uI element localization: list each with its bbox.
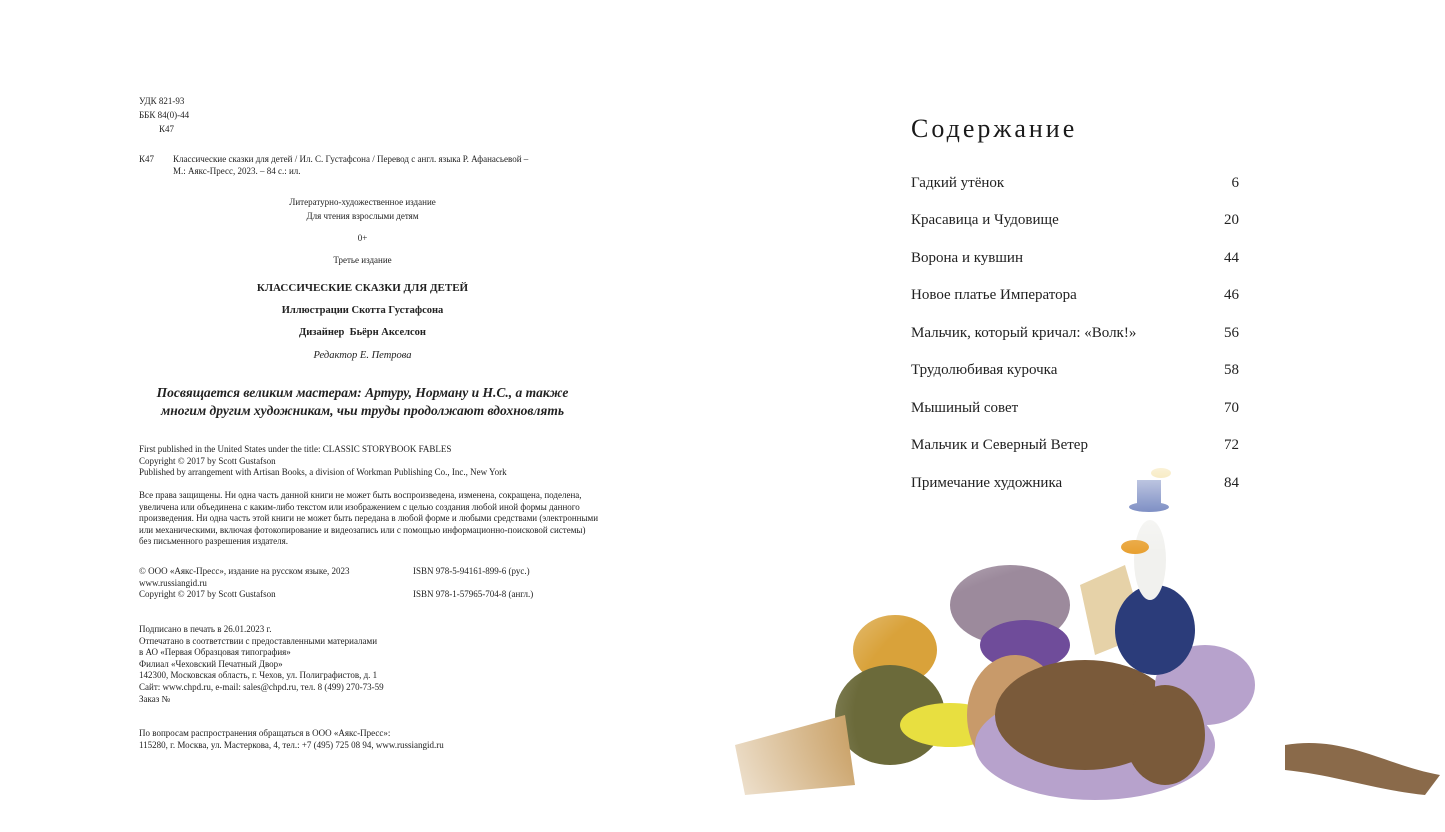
distribution-info <box>139 728 444 751</box>
toc-item[interactable] <box>911 362 1239 379</box>
designer: Дизайнер Бьёрн Акселсон <box>299 327 426 338</box>
dedication-line: многим другим художникам, чьи труды продолжают вдохновлять <box>160 403 565 418</box>
toc-page: 70 <box>1224 400 1239 416</box>
text-line: без письменного разрешения издателя. <box>139 536 288 547</box>
toc-title: Мальчик и Северный Ветер <box>911 437 1088 453</box>
toc-title: Трудолюбивая курочка <box>911 362 1058 378</box>
copyright-ru: © ООО «Аякс-Пресс», издание на русском языке, 2023 <box>139 566 350 576</box>
text-line: или механическими, включая фотокопирование и видеозапись или с помощью информационно-поисковой системы) <box>139 524 586 535</box>
toc-item[interactable] <box>911 250 1239 267</box>
text-line: 142300, Московская область, г. Чехов, ул. Полиграфистов, д. 1 <box>139 670 378 681</box>
toc-title: Ворона и кувшин <box>911 250 1023 266</box>
toc-item[interactable] <box>911 287 1239 304</box>
text-line: First published in the United States under the title: CLASSIC STORYBOOK FABLES <box>139 444 452 454</box>
illustrator: Иллюстрации Скотта Густафсона <box>281 305 444 316</box>
copyright-block <box>139 566 350 601</box>
edition-number: Третье издание <box>333 255 392 265</box>
toc-page: 72 <box>1224 437 1239 453</box>
catalog-line: Классические сказки для детей / Ил. С. Густафсона / Перевод с англ. языка Р. Афанасьевой – <box>173 154 529 164</box>
toc-item[interactable] <box>911 325 1239 342</box>
toc-page: 46 <box>1224 287 1239 303</box>
text-line: увеличена или объединена с каким-либо текстом или изображением с целью создания любой иной формы данного <box>139 501 580 512</box>
text-line: Сайт: www.chpd.ru, e-mail: sales@chpd.ru, тел. 8 (499) 270-73-59 <box>139 681 384 692</box>
toc-page: 6 <box>1231 175 1239 191</box>
text-line: Подписано в печать в 26.01.2023 г. <box>139 624 272 634</box>
toc-item[interactable] <box>911 437 1239 454</box>
bbk: ББК 84(0)-44 <box>139 110 190 120</box>
toc-page: 44 <box>1224 250 1239 266</box>
isbn-en: ISBN 978-1-57965-704-8 (англ.) <box>413 589 534 599</box>
edition-type: Литературно-художественное издание <box>289 197 436 207</box>
book-title: КЛАССИЧЕСКИЕ СКАЗКИ ДЛЯ ДЕТЕЙ <box>256 282 469 294</box>
toc-item[interactable] <box>911 475 1239 492</box>
dedication-line: Посвящается великим мастерам: Артуру, Норману и Н.С., а также <box>156 385 569 400</box>
text-line: произведения. Ни одна часть этой книги не может быть передана в любой форме и любыми средствами (электронными <box>139 513 599 524</box>
text-line: в АО «Первая Образцовая типография» <box>139 647 291 658</box>
toc-heading: Содержание <box>911 114 1078 143</box>
editor: Редактор Е. Петрова <box>313 350 412 361</box>
text-line: По вопросам распространения обращаться в ООО «Аякс-Пресс»: <box>139 728 391 738</box>
text-line: Филиал «Чеховский Печатный Двор» <box>139 658 283 669</box>
website: www.russiangid.ru <box>139 577 207 588</box>
text-line: Заказ № <box>139 693 171 704</box>
toc-title: Примечание художника <box>911 475 1063 491</box>
toc-item[interactable] <box>911 212 1239 229</box>
text-line: Отпечатано в соответствии с предоставленными материалами <box>139 635 378 646</box>
children-reading-illustration <box>725 445 1445 832</box>
udk: УДК 821-93 <box>139 96 185 106</box>
copyright-en: Copyright © 2017 by Scott Gustafson <box>139 589 276 600</box>
catalog-mark: К47 <box>139 154 155 164</box>
toc-title: Мышиный совет <box>911 400 1019 416</box>
text-line: Copyright © 2017 by Scott Gustafson <box>139 455 276 466</box>
toc-page: 20 <box>1224 212 1239 228</box>
text-line: Published by arrangement with Artisan Books, a division of Workman Publishing Co., Inc., New York <box>139 467 507 478</box>
audience: Для чтения взрослыми детям <box>306 211 419 221</box>
text-line: Все права защищены. Ни одна часть данной книги не может быть воспроизведена, изменена, сокращена, поделена, <box>139 490 582 500</box>
age-rating: 0+ <box>357 233 368 243</box>
rights-notice <box>139 490 598 548</box>
catalog-line: М.: Аякс-Пресс, 2023. – 84 с.: ил. <box>173 166 301 176</box>
toc-page: 84 <box>1224 475 1239 491</box>
text-line: 115280, г. Москва, ул. Мастеркова, 4, тел.: +7 (495) 725 08 94, www.russiangid.ru <box>139 739 444 750</box>
toc-title: Мальчик, который кричал: «Волк!» <box>911 325 1137 341</box>
toc-page: 56 <box>1224 325 1239 341</box>
toc-title: Красавица и Чудовище <box>911 212 1059 228</box>
toc-title: Новое платье Императора <box>911 287 1077 303</box>
original-publication <box>139 444 507 479</box>
printing-info <box>139 624 384 705</box>
toc-page: 58 <box>1224 362 1239 378</box>
toc-item[interactable] <box>911 400 1239 417</box>
toc-item[interactable] <box>911 175 1239 192</box>
isbn-ru: ISBN 978-5-94161-899-6 (рус.) <box>413 566 530 576</box>
author-mark: К47 <box>159 124 175 134</box>
toc-title: Гадкий утёнок <box>911 175 1005 191</box>
